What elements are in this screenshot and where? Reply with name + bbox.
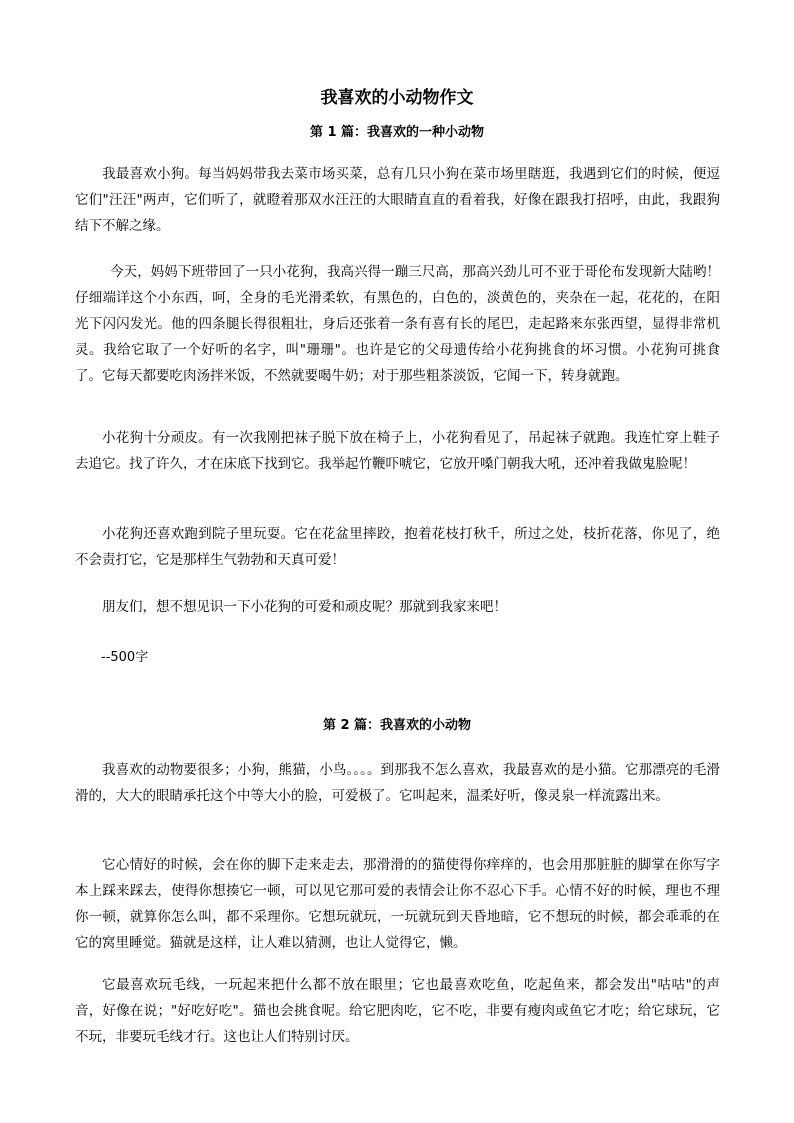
section-1-paragraph-3: 小花狗十分顽皮。有一次我刚把袜子脱下放在椅子上，小花狗看见了，吊起袜子就跑。我连忙穿上鞋子去追它。找了许久，才在床底下找到它。我举起竹鞭吓唬它，它放开嗓门朝我大吼，还冲着我做鬼脸呢！ [75, 430, 720, 472]
document-title: 我喜欢的小动物作文 [320, 88, 474, 108]
section-2-paragraph-2: 它心情好的时候，会在你的脚下走来走去，那滑滑的的猫使得你痒痒的，也会用那脏脏的脚掌在你写字本上踩来踩去，使得你想揍它一顿，可以见它那可爱的表情会让你不忍心下手。心情不好的时候，理也不理你一顿，就算你怎么叫，都不采理你。它想玩就玩，一玩就玩到天昏地暗，它不想玩的时候，都会乖乖的在它的窝里睡觉。猫就是这样，让人难以猜测，也让人觉得它，懒。 [75, 857, 720, 951]
section-1-paragraph-4: 小花狗还喜欢跑到院子里玩耍。它在花盆里摔跤，抱着花枝打秋千，所过之处，枝折花落，你见了，绝不会责打它，它是那样生气勃勃和天真可爱！ [75, 526, 720, 568]
section-2-paragraph-3: 它最喜欢玩毛线，一玩起来把什么都不放在眼里；它也最喜欢吃鱼，吃起鱼来，都会发出"咕咕"的声音，好像在说；"好吃好吃"。猫也会挑食呢。给它肥肉吃，它不吃，非要有瘦肉或鱼它才吃；给它球玩，它不玩，非要玩毛线才行。这也让人们特别讨厌。 [75, 977, 720, 1045]
section-1-word-count: --500字 [101, 650, 149, 665]
section-1-paragraph-2: 今天，妈妈下班带回了一只小花狗，我高兴得一蹦三尺高，那高兴劲儿可不亚于哥伦布发现新大陆哟！仔细端详这个小东西，呵，全身的毛光滑柔软，有黑色的，白色的，淡黄色的，夹杂在一起，花花的，在阳光下闪闪发光。他的四条腿长得很粗壮，身后还张着一条有喜有长的尾巴，走起路来东张西望，显得非常机灵。我给它取了一个好听的名字，叫"珊珊"。也许是它的父母遗传给小花狗挑食的坏习惯。小花狗可挑食了。它每天都要吃肉汤拌米饭，不然就要喝牛奶；对于那些粗茶淡饭，它闻一下，转身就跑。 [75, 264, 720, 384]
section-2-heading: 第 2 篇：我喜欢的小动物 [322, 718, 472, 733]
section-1-paragraph-5: 朋友们，想不想见识一下小花狗的可爱和顽皮呢？那就到我家来吧！ [102, 599, 507, 615]
section-2-paragraph-1: 我喜欢的动物要很多；小狗，熊猫，小鸟。。。。到那我不怎么喜欢，我最喜欢的是小猫。它那漂亮的毛滑滑的，大大的眼睛承托这个中等大小的脸，可爱极了。它叫起来，温柔好听，像灵泉一样流露出来。 [75, 762, 720, 804]
section-1-paragraph-1: 我最喜欢小狗。每当妈妈带我去菜市场买菜，总有几只小狗在菜市场里瞎逛，我遇到它们的时候，便逗它们"汪汪"两声，它们听了，就瞪着那双水汪汪的大眼睛直直的看着我，好像在跟我打招呼，由此，我跟狗结下不解之缘。 [75, 166, 720, 234]
section-1-heading: 第 1 篇：我喜欢的一种小动物 [309, 125, 485, 140]
